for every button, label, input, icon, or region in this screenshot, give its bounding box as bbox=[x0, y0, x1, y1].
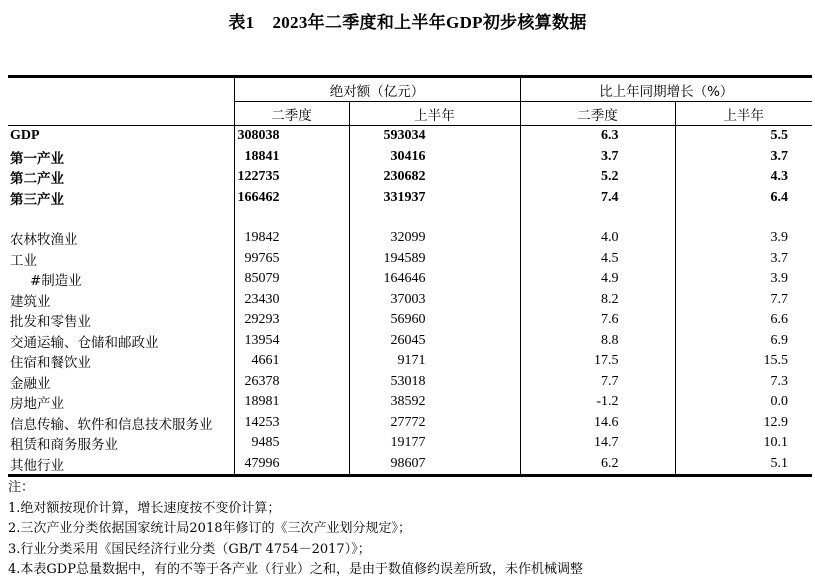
table-row bbox=[8, 269, 812, 290]
h1-abs: 230682 bbox=[349, 167, 520, 188]
q2-abs: 18841 bbox=[234, 147, 349, 168]
row-label: 农林牧渔业 bbox=[10, 232, 78, 249]
row-label: 第一产业 bbox=[10, 150, 64, 167]
q2-abs: 99765 bbox=[234, 249, 349, 270]
q2-growth: 6.3 bbox=[520, 126, 675, 147]
q2-growth: 7.4 bbox=[520, 188, 675, 209]
table-row bbox=[8, 351, 812, 372]
header-absolute: 绝对额（亿元） bbox=[234, 77, 520, 102]
q2-abs: 85079 bbox=[234, 269, 349, 290]
table-row bbox=[8, 372, 812, 393]
table-title bbox=[0, 8, 815, 33]
q2-abs: 29293 bbox=[234, 310, 349, 331]
row-label: 住宿和餐饮业 bbox=[10, 355, 91, 372]
h1-growth: 12.9 bbox=[675, 413, 812, 434]
q2-growth: 4.0 bbox=[520, 228, 675, 249]
table-row bbox=[8, 454, 812, 476]
corner-cell bbox=[8, 77, 234, 102]
spacer-row bbox=[8, 208, 812, 228]
q2-growth: 8.8 bbox=[520, 331, 675, 352]
q2-abs: 47996 bbox=[234, 454, 349, 476]
table-row bbox=[8, 331, 812, 352]
h1-growth: 3.9 bbox=[675, 228, 812, 249]
table-row bbox=[8, 290, 812, 311]
h1-growth: 0.0 bbox=[675, 392, 812, 413]
table-row bbox=[8, 228, 812, 249]
row-label: 第三产业 bbox=[10, 191, 64, 208]
q2-growth: 7.7 bbox=[520, 372, 675, 393]
table-title-text: 2023年二季度和上半年GDP初步核算数据 bbox=[272, 13, 587, 32]
h1-growth: 6.9 bbox=[675, 331, 812, 352]
q2-growth: 7.6 bbox=[520, 310, 675, 331]
h1-growth: 15.5 bbox=[675, 351, 812, 372]
q2-abs: 13954 bbox=[234, 331, 349, 352]
h1-abs: 32099 bbox=[349, 228, 520, 249]
table-row-gdp bbox=[8, 126, 812, 147]
q2-abs: 19842 bbox=[234, 228, 349, 249]
h1-growth: 4.3 bbox=[675, 167, 812, 188]
h1-abs: 38592 bbox=[349, 392, 520, 413]
q2-abs: 26378 bbox=[234, 372, 349, 393]
corner-cell-lower bbox=[8, 102, 234, 126]
q2-growth: 4.5 bbox=[520, 249, 675, 270]
h1-growth: 3.7 bbox=[675, 249, 812, 270]
row-label: #制造业 bbox=[30, 273, 82, 290]
q2-growth: 17.5 bbox=[520, 351, 675, 372]
group-header-row bbox=[8, 77, 812, 102]
table-row-primary bbox=[8, 147, 812, 168]
q2-abs: 4661 bbox=[234, 351, 349, 372]
h1-abs: 56960 bbox=[349, 310, 520, 331]
h1-abs: 26045 bbox=[349, 331, 520, 352]
h1-abs: 9171 bbox=[349, 351, 520, 372]
row-label: 金融业 bbox=[10, 375, 51, 392]
h1-abs: 37003 bbox=[349, 290, 520, 311]
q2-abs: 18981 bbox=[234, 392, 349, 413]
table-row-tertiary bbox=[8, 188, 812, 209]
h1-abs: 27772 bbox=[349, 413, 520, 434]
table-row-secondary bbox=[8, 167, 812, 188]
q2-abs: 14253 bbox=[234, 413, 349, 434]
h1-growth: 10.1 bbox=[675, 433, 812, 454]
notes-heading: 注： bbox=[8, 480, 35, 495]
q2-growth: 8.2 bbox=[520, 290, 675, 311]
h1-abs: 194589 bbox=[349, 249, 520, 270]
q2-growth: 3.7 bbox=[520, 147, 675, 168]
q2-growth: 14.6 bbox=[520, 413, 675, 434]
q2-abs: 308038 bbox=[234, 126, 349, 147]
h1-abs: 593034 bbox=[349, 126, 520, 147]
row-label: 批发和零售业 bbox=[10, 314, 91, 331]
h1-abs: 164646 bbox=[349, 269, 520, 290]
row-label: 工业 bbox=[10, 252, 37, 269]
row-label: 其他行业 bbox=[8, 454, 234, 476]
header-growth: 比上年同期增长（%） bbox=[520, 77, 812, 102]
gdp-table bbox=[8, 75, 812, 477]
note-item: 2.三次产业分类依据国家统计局2018年修订的《三次产业划分规定》； bbox=[8, 521, 411, 536]
row-label: GDP bbox=[10, 128, 40, 144]
h1-growth: 3.7 bbox=[675, 147, 812, 168]
row-label: 第二产业 bbox=[10, 171, 64, 188]
q2-growth: 6.2 bbox=[520, 454, 675, 476]
header-growth-q2: 二季度 bbox=[520, 102, 675, 126]
h1-growth: 3.9 bbox=[675, 269, 812, 290]
table-row bbox=[8, 310, 812, 331]
q2-growth: 14.7 bbox=[520, 433, 675, 454]
h1-growth: 7.7 bbox=[675, 290, 812, 311]
header-growth-h1: 上半年 bbox=[675, 102, 812, 126]
row-label: 信息传输、软件和信息技术服务业 bbox=[10, 416, 213, 433]
h1-growth: 7.3 bbox=[675, 372, 812, 393]
table-number: 表1 bbox=[228, 13, 255, 32]
h1-growth: 6.4 bbox=[675, 188, 812, 209]
footnotes bbox=[8, 478, 808, 581]
h1-growth: 6.6 bbox=[675, 310, 812, 331]
row-label: 租赁和商务服务业 bbox=[10, 437, 118, 454]
q2-growth: 5.2 bbox=[520, 167, 675, 188]
sub-header-row bbox=[8, 102, 812, 126]
q2-abs: 9485 bbox=[234, 433, 349, 454]
h1-growth: 5.1 bbox=[675, 454, 812, 476]
header-abs-q2: 二季度 bbox=[234, 102, 349, 126]
h1-abs: 19177 bbox=[349, 433, 520, 454]
q2-growth: -1.2 bbox=[520, 392, 675, 413]
note-item: 3.行业分类采用《国民经济行业分类（GB/T 4754－2017）》； bbox=[8, 541, 371, 557]
h1-abs: 30416 bbox=[349, 147, 520, 168]
row-label: 房地产业 bbox=[10, 396, 64, 413]
note-item: 1.绝对额按现价计算，增长速度按不变价计算； bbox=[8, 500, 281, 516]
table-row bbox=[8, 392, 812, 413]
header-abs-h1: 上半年 bbox=[349, 102, 520, 126]
row-label: 交通运输、仓储和邮政业 bbox=[10, 334, 159, 351]
h1-abs: 53018 bbox=[349, 372, 520, 393]
table-row bbox=[8, 249, 812, 270]
h1-abs: 331937 bbox=[349, 188, 520, 209]
note-item: 4.本表GDP总量数据中，有的不等于各产业（行业）之和，是由于数值修约误差所致，未作机械调整 bbox=[8, 562, 583, 577]
q2-abs: 23430 bbox=[234, 290, 349, 311]
h1-growth: 5.5 bbox=[675, 126, 812, 147]
table-row bbox=[8, 433, 812, 454]
h1-abs: 98607 bbox=[349, 454, 520, 476]
row-label: 建筑业 bbox=[10, 293, 51, 310]
q2-abs: 166462 bbox=[234, 188, 349, 209]
q2-abs: 122735 bbox=[234, 167, 349, 188]
q2-growth: 4.9 bbox=[520, 269, 675, 290]
table-row bbox=[8, 413, 812, 434]
